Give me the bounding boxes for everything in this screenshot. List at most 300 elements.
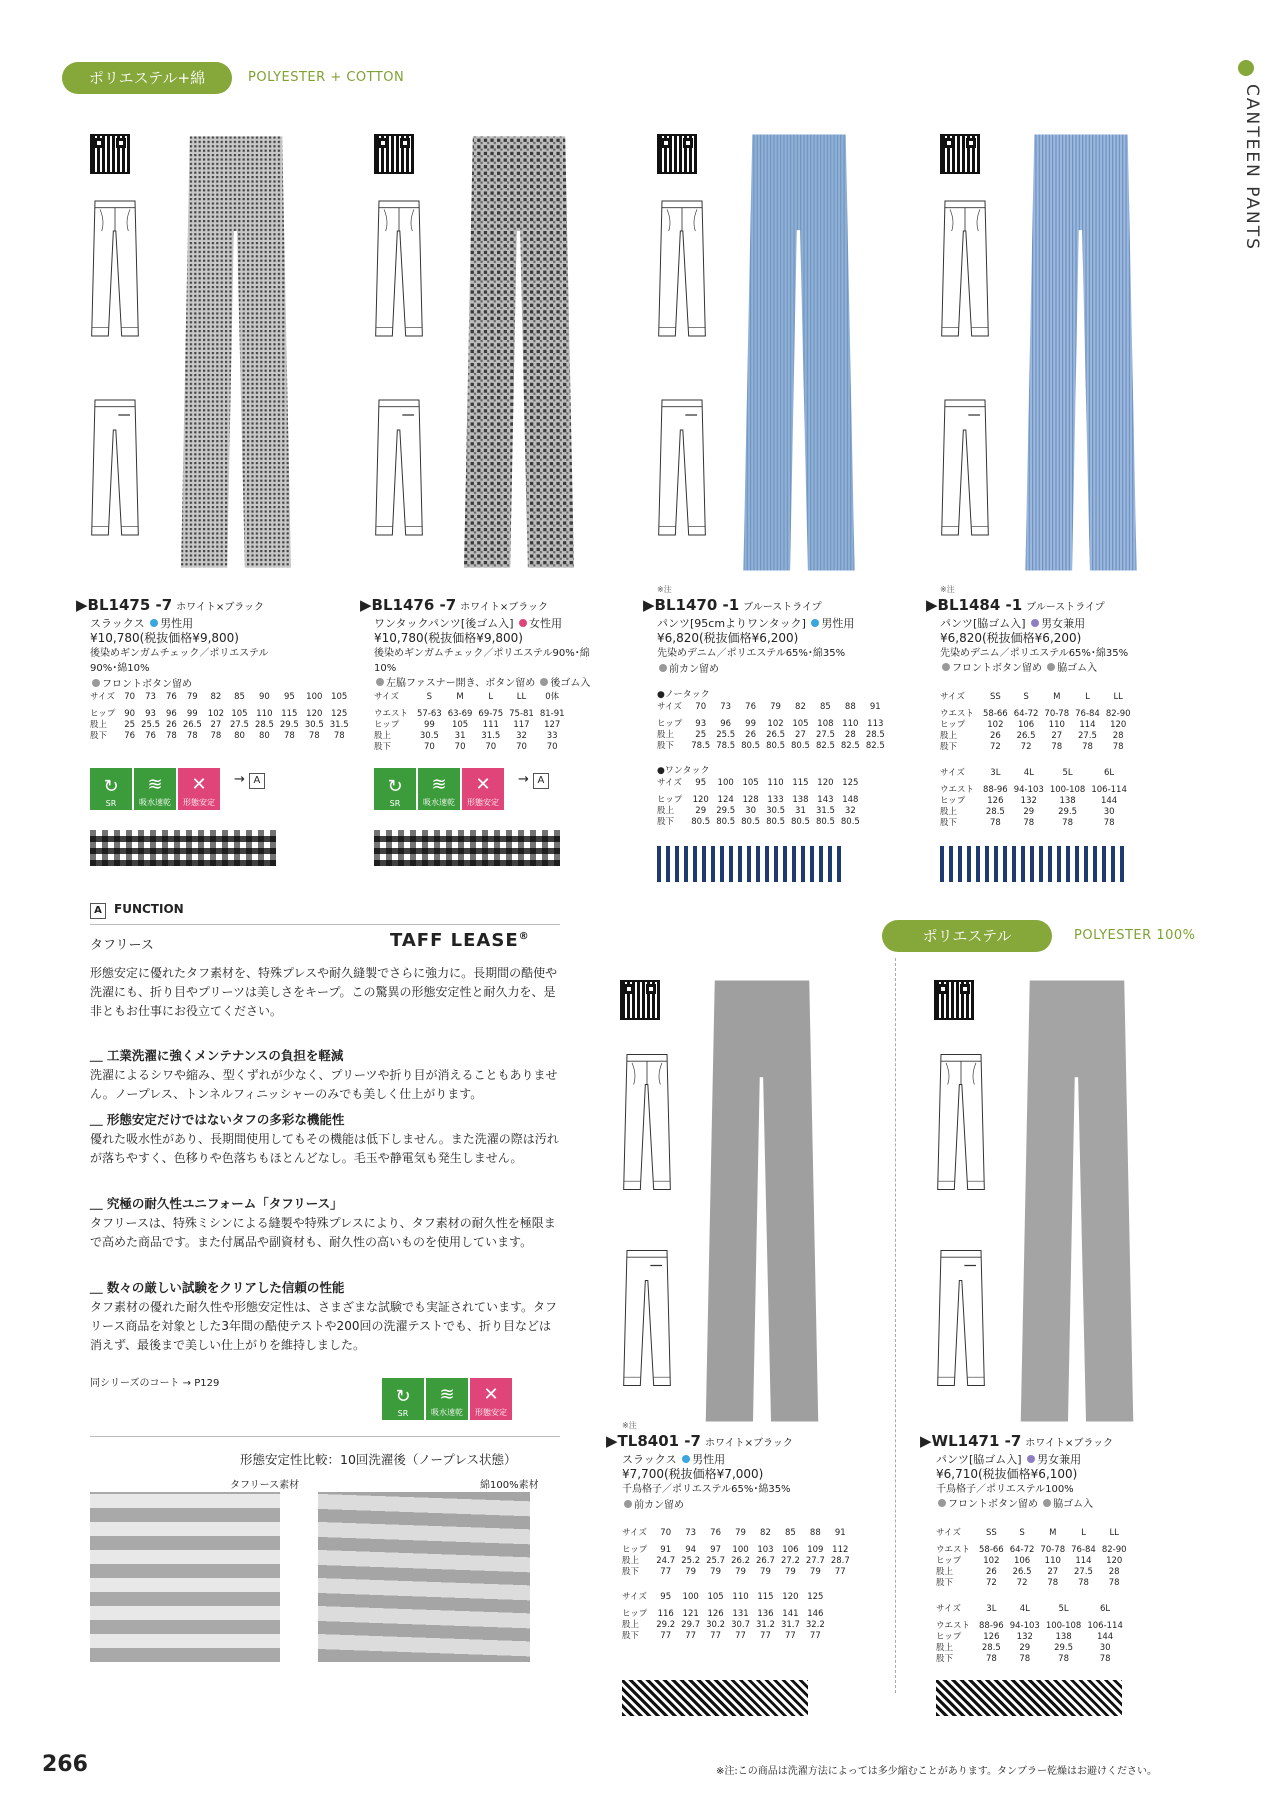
- divider: [90, 924, 560, 925]
- size-header-row: [622, 1592, 828, 1603]
- size-cell: 29.5: [279, 720, 299, 730]
- size-cell: 132: [1020, 796, 1037, 806]
- size-cell: 143: [817, 795, 834, 805]
- feature-dot: [659, 664, 667, 672]
- side-tab: [1232, 60, 1262, 290]
- size-cell: 78: [1023, 818, 1035, 828]
- size-header-cell: 90: [259, 692, 270, 702]
- size-cell: 94-103: [1009, 1621, 1040, 1631]
- size-cell: 144: [1096, 1632, 1114, 1642]
- size-cell: 30.2: [706, 1620, 726, 1630]
- feature-dot: [376, 678, 384, 686]
- size-cell: 27: [1051, 731, 1063, 741]
- size-cell: 77: [834, 1567, 846, 1577]
- side-dot: [1238, 60, 1254, 76]
- size-cell: 58-66: [983, 709, 1008, 719]
- size-cell: 79: [735, 1567, 746, 1577]
- size-cell: ヒップ: [374, 720, 400, 730]
- size-row: [936, 1556, 1130, 1567]
- size-cell: ヒップ: [622, 1545, 648, 1555]
- size-cell: 27.5: [230, 720, 249, 730]
- feature-dot: [1043, 1499, 1051, 1507]
- size-cell: 33: [546, 731, 558, 741]
- size-header-cell: 5L: [1062, 768, 1073, 778]
- divider: [90, 1436, 560, 1437]
- size-cell: 28.5: [985, 807, 1005, 817]
- size-cell: 77: [710, 1631, 721, 1641]
- size-row: [940, 720, 1134, 731]
- feature-dot: [92, 679, 100, 687]
- line-drawing-front: [374, 186, 424, 351]
- size-cell: 26.2: [731, 1556, 750, 1566]
- size-header-cell: S: [1019, 1528, 1025, 1538]
- feature-dot: [938, 1499, 946, 1507]
- size-cell: 70: [546, 742, 558, 752]
- fabric-swatch: [657, 846, 843, 882]
- size-cell: 股下: [657, 817, 675, 827]
- note-mark: ※注: [657, 585, 672, 594]
- form-icon: ✕ 形態安定: [470, 1378, 512, 1420]
- size-header-cell: 125: [842, 778, 859, 788]
- size-header-cell: 105: [742, 778, 759, 788]
- size-header-cell: 79: [770, 702, 781, 712]
- feature-dot: [540, 678, 548, 686]
- size-cell: 126: [987, 796, 1004, 806]
- sr-icon: ↻ SR: [374, 768, 416, 810]
- size-cell: 78: [1078, 1578, 1089, 1588]
- size-cell: 109: [807, 1545, 824, 1555]
- fabric-swatch: [374, 830, 560, 866]
- size-header-row: [90, 692, 352, 703]
- line-drawing-front: [936, 1032, 986, 1212]
- size-cell: 79: [710, 1567, 721, 1577]
- size-header-cell: 88: [809, 1528, 821, 1538]
- size-cell: 100-108: [1049, 785, 1086, 795]
- size-cell: 股上: [90, 720, 108, 730]
- size-header-cell: M: [1053, 692, 1061, 702]
- size-cell: 78: [283, 731, 295, 741]
- size-cell: 58-66: [979, 1545, 1004, 1555]
- size-cell: 80.5: [766, 817, 785, 827]
- product-info: ワンタックパンツ[後ゴム入] 女性用 ¥10,780(税抜価格¥9,800) 後染めギンガムチェック／ポリエステル90%･綿10% 左脇ファスナー開き、ボタン留め 後ゴム入: [374, 617, 591, 689]
- fabric-swatch: [622, 1680, 808, 1716]
- size-cell: 80.5: [741, 817, 761, 827]
- size-cell: 股上: [622, 1620, 640, 1630]
- size-cell: 102: [207, 709, 225, 719]
- size-header-row: [936, 1528, 1130, 1539]
- size-cell: 30.7: [731, 1620, 750, 1630]
- size-cell: 97: [710, 1545, 721, 1555]
- size-cell: 78: [166, 731, 177, 741]
- size-cell: 82-90: [1101, 1545, 1127, 1555]
- size-header-cell: サイズ: [940, 692, 965, 702]
- size-cell: 26.5: [766, 730, 785, 740]
- size-cell: 80.5: [791, 741, 810, 751]
- size-table: [940, 768, 1130, 829]
- category-badge: ポリエステル+綿: [62, 62, 232, 94]
- size-cell: 26: [166, 720, 177, 730]
- line-drawing-back: [936, 1228, 986, 1408]
- size-header-cell: SS: [985, 1528, 997, 1538]
- size-cell: 31.5: [481, 731, 501, 741]
- size-cell: 25.5: [141, 720, 161, 730]
- size-header-row: [657, 778, 863, 789]
- size-cell: ウエスト: [936, 1621, 971, 1631]
- size-table: [657, 702, 888, 752]
- size-cell: 103: [757, 1545, 774, 1555]
- size-header-cell: 105: [707, 1592, 724, 1602]
- function-ref[interactable]: → A: [234, 772, 265, 789]
- size-cell: 93: [145, 709, 156, 719]
- size-header-cell: L: [488, 692, 494, 702]
- size-header-cell: 125: [807, 1592, 824, 1602]
- point-title: ＿ 工業洗濯に強くメンテナンスの負担を軽減: [90, 1048, 344, 1063]
- size-cell: 80.5: [815, 817, 835, 827]
- absorb-icon: ≋ 吸水速乾: [134, 768, 176, 810]
- size-cell: 106: [1013, 1556, 1031, 1566]
- form-icon: ✕ 形態安定: [462, 768, 504, 810]
- size-cell: ウエスト: [374, 709, 409, 719]
- size-row: [622, 1556, 853, 1567]
- size-cell: 股下: [90, 731, 108, 741]
- page-number: 266: [42, 1752, 88, 1777]
- line-drawing-back: [657, 385, 707, 550]
- size-cell: 26.5: [182, 720, 202, 730]
- size-cell: 133: [767, 795, 784, 805]
- size-cell: 102: [983, 1556, 1000, 1566]
- series-ref-link[interactable]: 同シリーズのコート → P129: [90, 1378, 220, 1389]
- size-cell: 27.5: [815, 730, 835, 740]
- size-cell: 78: [989, 818, 1001, 828]
- size-header-cell: 110: [732, 1592, 749, 1602]
- size-cell: 31.7: [780, 1620, 800, 1630]
- size-header-cell: 120: [782, 1592, 799, 1602]
- size-cell: 128: [742, 795, 759, 805]
- size-cell: 股上: [657, 730, 675, 740]
- size-cell: 91: [660, 1545, 672, 1555]
- size-header-cell: 70: [124, 692, 136, 702]
- size-header-cell: 3L: [986, 1604, 997, 1614]
- size-header-cell: サイズ: [622, 1528, 647, 1538]
- size-header-cell: 79: [186, 692, 198, 702]
- size-cell: 126: [983, 1632, 1000, 1642]
- size-cell: 28: [1112, 731, 1124, 741]
- size-header-cell: M: [1049, 1528, 1057, 1538]
- size-cell: 30: [1103, 807, 1115, 817]
- size-cell: 27: [1047, 1567, 1059, 1577]
- size-cell: 27.5: [1078, 731, 1097, 741]
- size-group-label: ●ワンタック: [657, 766, 710, 776]
- size-cell: ウエスト: [936, 1545, 971, 1555]
- product-code: ▶TL8401 -7 ホワイト×ブラック: [606, 1432, 793, 1450]
- size-cell: 80.5: [766, 741, 785, 751]
- size-cell: 141: [782, 1609, 799, 1619]
- size-cell: 79: [809, 1567, 821, 1577]
- size-cell: 105: [231, 709, 248, 719]
- size-row: [90, 720, 352, 731]
- size-cell: 78.5: [716, 741, 736, 751]
- size-cell: 股下: [940, 818, 958, 828]
- size-cell: 72: [985, 1578, 997, 1588]
- size-cell: 138: [1059, 796, 1076, 806]
- size-cell: ヒップ: [940, 720, 966, 730]
- point-text: タフ素材の優れた耐久性や形態安定性は、さまざまな試験でも実証されています。タフリース商品を対象とした3年間の酷使テストや200回の洗濯テストでも、折り目などは消えず、最後まで美しい仕上がりを維持しました。: [90, 1300, 558, 1352]
- absorb-icon: ≋ 吸水速乾: [418, 768, 460, 810]
- size-cell: 78: [1103, 818, 1115, 828]
- gender-dot: [519, 619, 527, 627]
- category-badge: ポリエステル100%: [882, 920, 1052, 952]
- size-cell: 138: [1055, 1632, 1072, 1642]
- size-cell: 31: [795, 806, 806, 816]
- size-header-cell: 88: [844, 702, 856, 712]
- size-header-cell: 85: [784, 1528, 796, 1538]
- size-header-cell: 4L: [1019, 1604, 1030, 1614]
- size-cell: 股上: [622, 1556, 640, 1566]
- product-info: パンツ[脇ゴム入] 男女兼用 ¥6,710(税抜価格¥6,100) 千鳥格子／ポリエステル100% フロントボタン留め 脇ゴム入: [936, 1453, 1094, 1510]
- product-info: スラックス 男性用 ¥7,700(税抜価格¥7,000) 千鳥格子／ポリエステル65%･綿35% 前カン留め: [622, 1453, 791, 1511]
- size-cell: 股上: [936, 1643, 954, 1653]
- size-header-cell: 3L: [990, 768, 1001, 778]
- line-drawing-back: [90, 385, 140, 550]
- size-header-row: [657, 702, 888, 713]
- size-header-cell: S: [426, 692, 433, 702]
- size-cell: 78: [333, 731, 345, 741]
- product-photo: [694, 976, 830, 1426]
- gender-dot: [682, 1455, 690, 1463]
- size-cell: 138: [792, 795, 809, 805]
- size-cell: 29.2: [656, 1620, 676, 1630]
- qr-code-icon[interactable]: [374, 134, 414, 174]
- function-ref[interactable]: → A: [518, 772, 549, 789]
- size-cell: 148: [842, 795, 859, 805]
- size-cell: 78: [985, 1654, 997, 1664]
- size-row: [936, 1632, 1126, 1643]
- size-cell: 90: [124, 709, 136, 719]
- size-cell: 30: [1099, 1643, 1111, 1653]
- size-row: [936, 1567, 1130, 1578]
- size-table: [940, 692, 1134, 753]
- qr-code-icon[interactable]: [657, 134, 697, 174]
- size-header-cell: 73: [685, 1528, 697, 1538]
- fabric-sample-cotton: [318, 1492, 530, 1662]
- size-header-cell: 120: [817, 778, 834, 788]
- size-cell: 30.5: [766, 806, 785, 816]
- size-cell: 80.5: [716, 817, 736, 827]
- size-cell: 77: [760, 1631, 771, 1641]
- size-header-cell: サイズ: [936, 1604, 961, 1614]
- size-cell: 股上: [936, 1567, 954, 1577]
- size-row: [936, 1545, 1130, 1556]
- size-cell: 股上: [657, 806, 675, 816]
- size-row: [940, 785, 1130, 796]
- function-name-jp: タフリース: [90, 938, 154, 953]
- size-row: [374, 731, 568, 742]
- size-cell: 79: [784, 1567, 796, 1577]
- size-cell: 31.2: [756, 1620, 775, 1630]
- product-info: パンツ[脇ゴム入] 男女兼用 ¥6,820(税抜価格¥6,200) 先染めデニム／ポリエステル65%･綿35% フロントボタン留め 脇ゴム入: [940, 617, 1129, 674]
- size-cell: 80: [234, 731, 245, 741]
- size-cell: 82.5: [865, 741, 885, 751]
- size-cell: 82.5: [840, 741, 860, 751]
- function-header: A FUNCTION: [90, 902, 184, 919]
- size-cell: 32.2: [805, 1620, 825, 1630]
- line-drawing-back: [940, 385, 990, 550]
- size-header-cell: 70: [660, 1528, 672, 1538]
- note-mark: ※注: [940, 585, 955, 594]
- size-cell: 78: [1082, 742, 1093, 752]
- size-row: [622, 1620, 828, 1631]
- size-header-cell: 76: [745, 702, 756, 712]
- qr-code-icon[interactable]: [90, 134, 130, 174]
- fabric-b-label: 綿100%素材: [480, 1480, 539, 1491]
- size-row: [657, 719, 888, 730]
- size-header-cell: 82: [795, 702, 806, 712]
- size-cell: 股下: [374, 742, 392, 752]
- size-cell: 120: [1106, 1556, 1123, 1566]
- qr-code-icon[interactable]: [934, 980, 974, 1020]
- footer-note: ※注:この商品は洗濯方法によっては多少縮むことがあります。タンブラー乾燥はお避けください。: [716, 1766, 1157, 1777]
- size-cell: 94: [685, 1545, 697, 1555]
- size-cell: 88-96: [983, 785, 1008, 795]
- size-cell: 股上: [374, 731, 392, 741]
- size-header-cell: LL: [1113, 692, 1123, 702]
- size-header-cell: 82: [210, 692, 222, 702]
- size-table: [374, 692, 568, 753]
- line-drawing-front: [90, 186, 140, 351]
- size-cell: 70: [485, 742, 497, 752]
- size-row: [940, 807, 1130, 818]
- function-icons: [374, 768, 504, 810]
- product-photo: [1010, 976, 1144, 1426]
- sr-icon: ↻ SR: [382, 1378, 424, 1420]
- size-row: [374, 720, 568, 731]
- size-cell: 94-103: [1013, 785, 1044, 795]
- size-cell: 132: [1016, 1632, 1033, 1642]
- size-cell: 32: [516, 731, 527, 741]
- size-header-cell: 95: [283, 692, 295, 702]
- size-cell: 146: [807, 1609, 824, 1619]
- size-cell: 28: [844, 730, 856, 740]
- size-cell: 110: [1044, 1556, 1061, 1566]
- size-cell: 127: [544, 720, 561, 730]
- size-cell: 114: [1079, 720, 1096, 730]
- size-cell: ヒップ: [657, 795, 683, 805]
- size-header-cell: 0体: [545, 692, 560, 702]
- size-row: [940, 818, 1130, 829]
- size-cell: 股下: [622, 1631, 640, 1641]
- size-row: [940, 796, 1130, 807]
- size-cell: 78: [1047, 1578, 1059, 1588]
- size-cell: 28.5: [981, 1643, 1001, 1653]
- size-cell: 25.7: [706, 1556, 726, 1566]
- size-header-cell: 91: [834, 1528, 846, 1538]
- size-cell: 78: [1108, 1578, 1120, 1588]
- size-cell: 96: [166, 709, 177, 719]
- size-row: [90, 731, 352, 742]
- size-header-cell: M: [456, 692, 464, 702]
- size-cell: 115: [281, 709, 298, 719]
- size-cell: 120: [306, 709, 323, 719]
- size-cell: 77: [735, 1631, 746, 1641]
- size-header-cell: 6L: [1100, 1604, 1111, 1614]
- point-text: 洗濯によるシワや縮み、型くずれが少なく、プリーツや折り目が消えることもありません。ノープレス、トンネルフィニッシャーのみでも美しく仕上がります。: [90, 1068, 558, 1101]
- size-row: [657, 741, 888, 752]
- size-row: [657, 806, 863, 817]
- gender-dot: [150, 619, 158, 627]
- size-row: [657, 730, 888, 741]
- side-label: CANTEEN PANTS: [1242, 84, 1262, 251]
- size-cell: 100: [732, 1545, 749, 1555]
- size-group-label: ●ノータック: [657, 690, 710, 700]
- size-header-cell: サイズ: [622, 1592, 647, 1602]
- line-drawing-back: [374, 385, 424, 550]
- point-title: ＿ 究極の耐久性ユニフォーム「タフリース」: [90, 1196, 343, 1211]
- size-cell: 82-90: [1105, 709, 1131, 719]
- size-cell: 78: [308, 731, 320, 741]
- size-cell: 70-78: [1044, 709, 1070, 719]
- point-text: タフリースは、特殊ミシンによる縫製や特殊プレスにより、タフ素材の耐久性を極限まで高めた商品です。また付属品や副資材も、耐久性の高いものを使用しています。: [90, 1216, 556, 1249]
- feature-dot: [942, 663, 950, 671]
- size-header-row: [622, 1528, 853, 1539]
- product-photo: [1022, 130, 1140, 575]
- size-cell: 76-84: [1075, 709, 1100, 719]
- size-cell: 78.5: [691, 741, 711, 751]
- size-row: [622, 1567, 853, 1578]
- size-cell: 股下: [657, 741, 675, 751]
- size-cell: 72: [1016, 1578, 1028, 1588]
- size-row: [936, 1578, 1130, 1589]
- size-cell: 80.5: [791, 817, 810, 827]
- size-cell: 72: [1020, 742, 1032, 752]
- size-row: [622, 1631, 828, 1642]
- size-cell: 26.7: [756, 1556, 775, 1566]
- size-cell: 26: [985, 1567, 997, 1577]
- size-cell: 31.5: [815, 806, 835, 816]
- size-header-cell: L: [1081, 1528, 1086, 1538]
- size-header-cell: サイズ: [657, 778, 682, 788]
- size-cell: 77: [784, 1631, 796, 1641]
- size-cell: 100-108: [1045, 1621, 1082, 1631]
- size-row: [374, 709, 568, 720]
- gender-dot: [811, 619, 819, 627]
- size-cell: 136: [757, 1609, 774, 1619]
- size-cell: 26.5: [1016, 731, 1036, 741]
- qr-code-icon[interactable]: [620, 980, 660, 1020]
- size-header-cell: 79: [735, 1528, 746, 1538]
- size-header-cell: 95: [660, 1592, 672, 1602]
- size-cell: 64-72: [1013, 709, 1039, 719]
- size-cell: 78: [1058, 1654, 1069, 1664]
- size-header-cell: 95: [695, 778, 707, 788]
- size-cell: 70: [516, 742, 527, 752]
- size-row: [936, 1643, 1126, 1654]
- column-divider: [895, 958, 896, 1693]
- size-cell: ヒップ: [936, 1632, 962, 1642]
- size-header-cell: 82: [760, 1528, 771, 1538]
- qr-code-icon[interactable]: [940, 134, 980, 174]
- size-cell: 99: [745, 719, 756, 729]
- size-row: [622, 1609, 828, 1620]
- size-cell: 70-78: [1040, 1545, 1066, 1555]
- size-row: [940, 709, 1134, 720]
- feature-dot: [624, 1500, 632, 1508]
- form-icon: ✕ 形態安定: [178, 768, 220, 810]
- size-header-cell: 100: [717, 778, 734, 788]
- size-cell: 57-63: [417, 709, 442, 719]
- function-icons: [382, 1378, 512, 1420]
- size-cell: 77: [685, 1631, 697, 1641]
- line-drawing-front: [657, 186, 707, 351]
